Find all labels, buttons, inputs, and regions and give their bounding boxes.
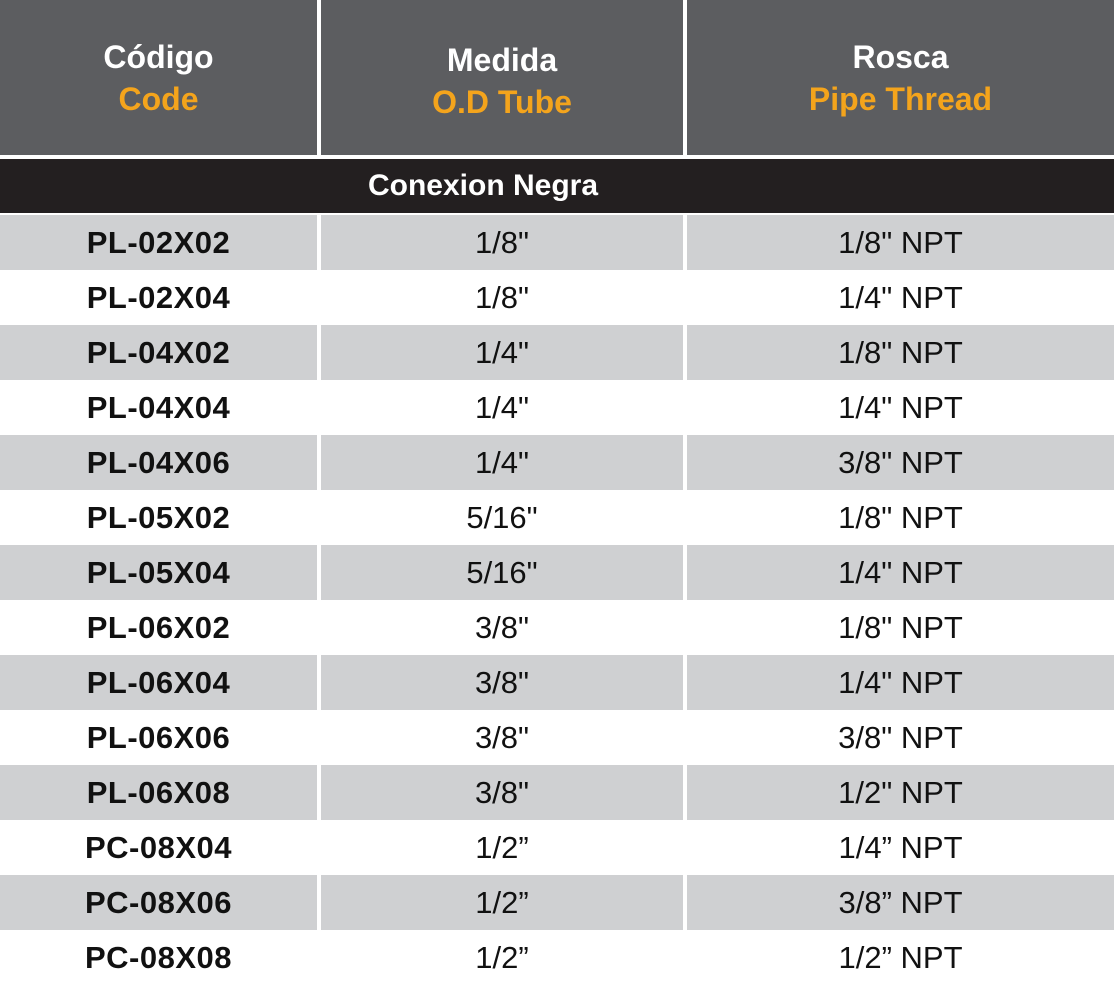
table-row — [0, 380, 1114, 435]
code-cell: PC-08X06 — [0, 875, 317, 930]
code-cell: PL-04X02 — [0, 325, 317, 380]
code-cell: PL-04X04 — [86, 389, 231, 425]
thread-cell: 3/8" NPT — [687, 435, 1114, 490]
table-row — [0, 600, 1114, 655]
code-cell: PL-06X08 — [0, 765, 317, 820]
table-row — [0, 325, 1114, 380]
header-thread-es: Rosca — [852, 38, 949, 75]
table-row — [0, 215, 1114, 270]
code-cell: PL-06X02 — [86, 609, 231, 645]
tube-cell: 1/8" — [321, 215, 683, 270]
thread-cell: 1/4" NPT — [687, 655, 1114, 710]
tube-cell: 3/8" — [321, 765, 683, 820]
tube-cell: 5/16" — [321, 545, 683, 600]
code-cell: PL-05X04 — [0, 545, 317, 600]
tube-cell: 1/2” — [475, 939, 529, 975]
table-row — [0, 710, 1114, 765]
header-tube-es: Medida — [446, 41, 558, 78]
table-row — [0, 875, 1114, 930]
header-code-en: Code — [118, 80, 199, 117]
code-cell: PC-08X08 — [84, 939, 233, 975]
code-cell: PC-08X04 — [84, 829, 233, 865]
tube-cell: 1/4" — [321, 325, 683, 380]
thread-cell: 3/8" NPT — [838, 719, 963, 755]
header-code — [0, 0, 317, 155]
table-row — [0, 655, 1114, 710]
tube-cell: 1/4" — [474, 389, 530, 425]
tube-cell: 3/8" — [321, 655, 683, 710]
tube-cell: 1/4" — [321, 435, 683, 490]
thread-cell: 1/2" NPT — [687, 765, 1114, 820]
table-row — [0, 270, 1114, 325]
thread-cell: 3/8” NPT — [687, 875, 1114, 930]
code-cell: PL-05X02 — [86, 499, 231, 535]
table-row — [0, 490, 1114, 545]
code-cell: PL-04X06 — [0, 435, 317, 490]
header-thread — [687, 0, 1114, 155]
table-row — [0, 765, 1114, 820]
header-code-es: Código — [103, 38, 214, 75]
header-tube-en: O.D Tube — [432, 83, 572, 120]
thread-cell: 1/8" NPT — [687, 215, 1114, 270]
tube-cell: 1/8" — [474, 279, 530, 315]
header-tube — [321, 0, 683, 155]
thread-cell: 1/4” NPT — [838, 829, 963, 865]
code-cell: PL-02X04 — [86, 279, 231, 315]
code-cell: PL-02X02 — [0, 215, 317, 270]
tube-cell: 1/2” — [475, 829, 529, 865]
section-bar — [0, 159, 1114, 213]
tube-cell: 3/8" — [474, 609, 530, 645]
code-cell: PL-06X04 — [0, 655, 317, 710]
section-title: Conexion Negra — [367, 169, 599, 202]
thread-cell: 1/4" NPT — [838, 389, 963, 425]
table-row — [0, 820, 1114, 875]
thread-cell: 1/2” NPT — [838, 939, 963, 975]
code-cell: PL-06X06 — [86, 719, 231, 755]
table-row — [0, 435, 1114, 490]
table-body — [0, 215, 1114, 985]
table-header — [0, 0, 1114, 155]
thread-cell: 1/8" NPT — [838, 499, 963, 535]
thread-cell: 1/8" NPT — [838, 609, 963, 645]
table-row — [0, 930, 1114, 985]
tube-cell: 5/16" — [466, 499, 538, 535]
thread-cell: 1/4" NPT — [687, 545, 1114, 600]
tube-cell: 3/8" — [474, 719, 530, 755]
thread-cell: 1/8" NPT — [687, 325, 1114, 380]
table-row — [0, 545, 1114, 600]
tube-cell: 1/2” — [321, 875, 683, 930]
header-thread-en: Pipe Thread — [808, 80, 993, 117]
thread-cell: 1/4" NPT — [838, 279, 963, 315]
